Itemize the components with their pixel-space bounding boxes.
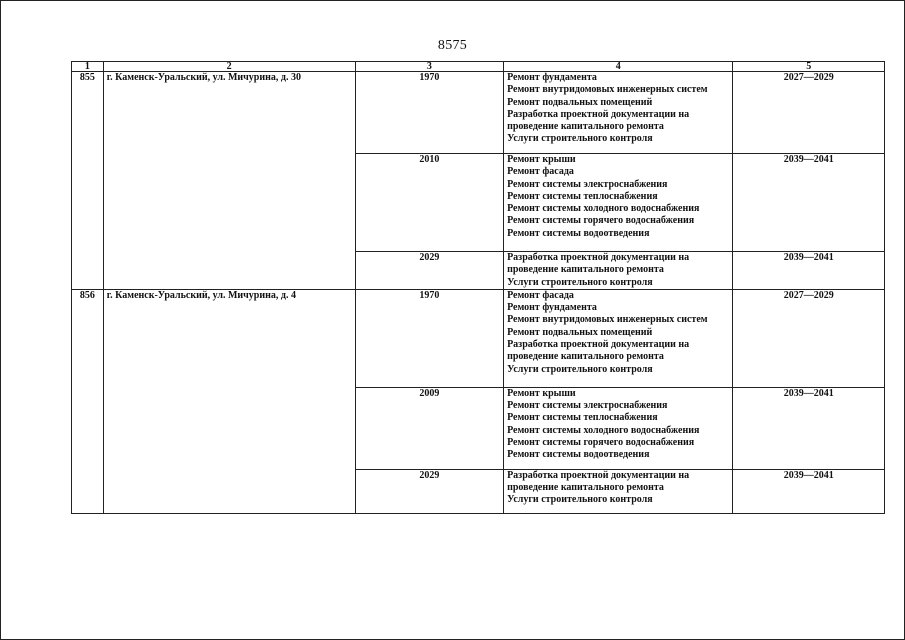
work-item: Разработка проектной документации на [507,108,690,120]
works-list [504,72,733,154]
work-item: Ремонт фасада [507,289,574,301]
repair-period: 2039—2041 [733,154,885,252]
commission-year: 1970 [355,72,503,154]
work-item: Услуги строительного контроля [507,494,653,506]
building-address: г. Каменск-Уральский, ул. Мичурина, д. 30 [103,72,355,290]
table-row [72,289,885,387]
page-number: 8575 [437,38,468,53]
repair-period: 2027—2029 [733,289,885,387]
works-list [504,387,733,469]
work-item: проведение капитального ремонта [507,264,664,276]
work-item: Ремонт фундамента [507,72,597,83]
works-list [504,252,733,290]
work-item: проведение капитального ремонта [507,121,664,133]
work-item: Ремонт системы водоотведения [507,227,650,239]
column-header-4: 4 [504,62,733,72]
work-item: Ремонт фундамента [507,302,597,314]
commission-year: 2029 [355,469,503,513]
column-header-3: 3 [355,62,503,72]
commission-year: 2010 [355,154,503,252]
work-item: Услуги строительного контроля [507,363,653,375]
building-number: 855 [72,72,104,290]
work-item: Услуги строительного контроля [507,133,653,145]
work-item: Ремонт системы горячего водоснабжения [507,215,695,227]
work-item: Разработка проектной документации на [507,252,690,263]
building-number: 856 [72,289,104,513]
commission-year: 1970 [355,289,503,387]
work-item: Ремонт крыши [507,387,576,399]
commission-year: 2009 [355,387,503,469]
work-item: Разработка проектной документации на [507,339,690,351]
work-item: Ремонт системы холодного водоснабжения [507,424,700,436]
column-header-5: 5 [733,62,885,72]
work-item: проведение капитального ремонта [507,482,664,494]
repair-period: 2039—2041 [733,469,885,513]
works-list [504,154,733,252]
work-item: Ремонт системы электроснабжения [507,178,668,190]
work-item: Ремонт внутридомовых инженерных систем [507,84,708,96]
work-item: Ремонт системы холодного водоснабжения [507,203,700,215]
commission-year: 2029 [355,252,503,290]
work-item: Ремонт крыши [507,154,576,165]
building-address: г. Каменск-Уральский, ул. Мичурина, д. 4 [103,289,355,513]
repair-period: 2027—2029 [733,72,885,154]
repair-period: 2039—2041 [733,252,885,290]
works-list [504,469,733,513]
works-list [504,289,733,387]
work-item: Ремонт системы электроснабжения [507,400,668,412]
table-row [72,72,885,154]
work-item: Ремонт подвальных помещений [507,96,653,108]
work-item: Ремонт системы водоотведения [507,449,650,461]
work-item: Разработка проектной документации на [507,469,690,481]
capital-repair-table [71,61,885,514]
work-item: Услуги строительного контроля [507,276,653,288]
work-item: Ремонт системы теплоснабжения [507,190,658,202]
header-row [72,62,885,72]
work-item: Ремонт внутридомовых инженерных систем [507,314,708,326]
column-header-2: 2 [103,62,355,72]
repair-period: 2039—2041 [733,387,885,469]
work-item: Ремонт системы горячего водоснабжения [507,437,695,449]
work-item: Ремонт подвальных помещений [507,326,653,338]
work-item: проведение капитального ремонта [507,351,664,363]
work-item: Ремонт системы теплоснабжения [507,412,658,424]
column-header-1: 1 [72,62,104,72]
work-item: Ремонт фасада [507,166,574,178]
